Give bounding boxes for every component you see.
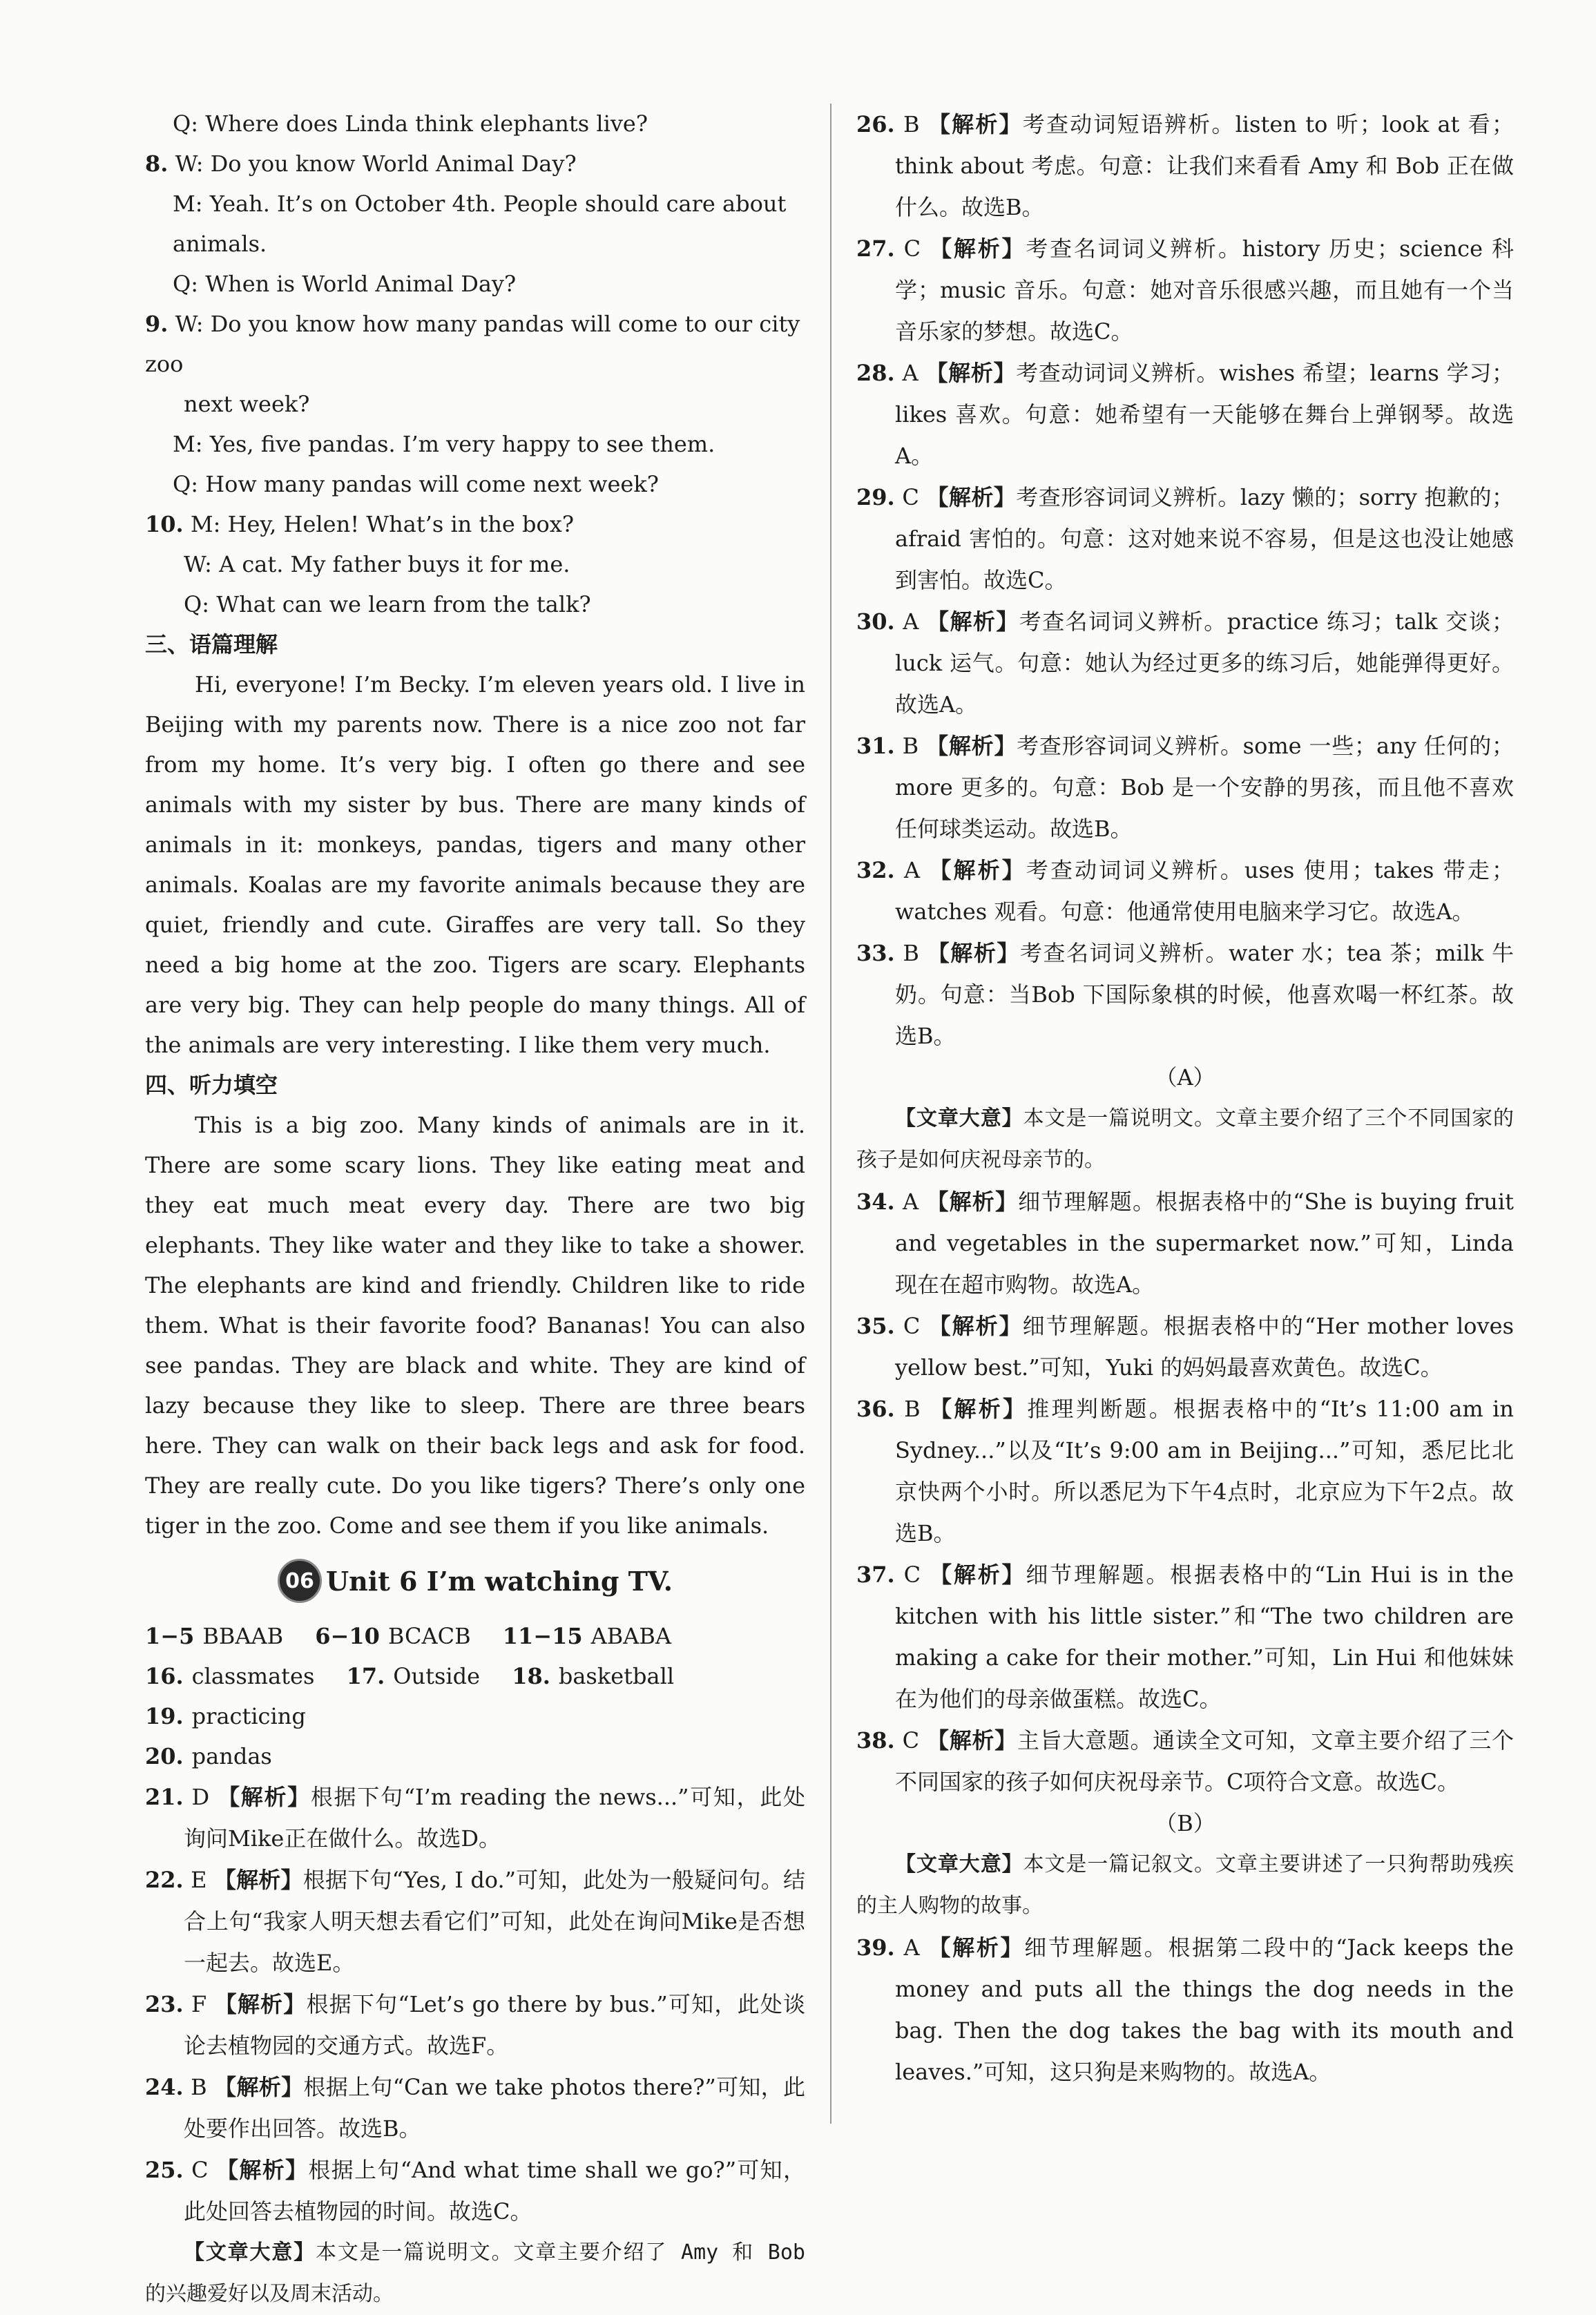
answer-item-23: 23. F 【解析】根据下句“Let’s go there by bus.”可知，此处谈论去植物园的交通方式。故选F。 (145, 1991, 805, 2059)
answer-value: BCACB (387, 1623, 471, 1649)
q9-m: M: Yes, five pandas. I’m very happy to see them. (173, 431, 715, 457)
q10-m: 10. M: Hey, Helen! What’s in the box? (145, 511, 574, 537)
answer-key: 1−5 (145, 1623, 195, 1649)
part-a-heading: （A） (1155, 1064, 1215, 1091)
answer-key: 19. (145, 1703, 184, 1729)
answer-item-33: 33. B 【解析】考查名词词义辨析。water 水；tea 茶；milk 牛奶。句意：当Bob 下国际象棋的时候，他喜欢喝一杯红茶。故选B。 (856, 940, 1515, 1049)
column-divider (830, 104, 831, 2124)
answer-item-26: 26. B 【解析】考查动词短语辨析。listen to 听；look at 看；think about 考虑。句意：让我们来看看 Amy 和 Bob 正在做什么。故选B。 (856, 111, 1514, 220)
q8-w: 8. W: Do you know World Animal Day? (145, 151, 577, 177)
answer-value: Outside (393, 1663, 481, 1689)
q10-q: Q: What can we learn from the talk? (184, 591, 591, 617)
answer-item-35: 35. C 【解析】细节理解题。根据表格中的“Her mother loves yellow best.”可知，Yuki 的妈妈最喜欢黄色。故选C。 (856, 1313, 1514, 1381)
answer-item-24: 24. B 【解析】根据上句“Can we take photos there?”可知，此处要作出回答。故选B。 (145, 2074, 805, 2142)
section-4-heading: 四、听力填空 (145, 1072, 278, 1098)
q8-m: M: Yeah. It’s on October 4th. People should care about animals. (173, 191, 794, 257)
answer-item-38: 38. C 【解析】主旨大意题。通读全文可知，文章主要介绍了三个不同国家的孩子如何庆祝母亲节。C项符合文意。故选C。 (856, 1727, 1515, 1795)
article-summary-b: 【文章大意】本文是一篇记叙文。文章主要讲述了一只狗帮助残疾的主人购物的故事。 (856, 1852, 1515, 1918)
answer-row-2 (145, 1656, 805, 1736)
answer-value: basketball (558, 1663, 675, 1689)
answer-key: 17. (346, 1663, 385, 1689)
q7-question: Q: Where does Linda think elephants live? (173, 111, 648, 137)
answer-key: 6−10 (315, 1623, 380, 1649)
answer-item-27: 27. C 【解析】考查名词词义辨析。history 历史；science 科学；music 音乐。句意：她对音乐很感兴趣，而且她有一个当音乐家的梦想。故选C。 (856, 236, 1514, 345)
section-3-passage: Hi, everyone! I’m Becky. I’m eleven years old. I live in Beijing with my parents now. There is a nice zoo not far from my home. It’s very big. I often go there and see animals with my sister by bus. There are many kinds of animals in it: monkeys, pandas, tigers and many other animals. Koalas are my favorite animals because they are quiet, friendly and cute. Giraffes are very tall. So they need a big home at the zoo. Tigers are scary. Elephants are very big. They can help people do many things. All of the animals are very interesting. I like them very much. (145, 671, 805, 1058)
answer-item-37: 37. C 【解析】细节理解题。根据表格中的“Lin Hui is in the kitchen with his little sister.”和“The two children are making a cake for their mother.”可知，Lin Hui 和他妹妹在为他们的母亲做蛋糕。故选C。 (856, 1562, 1514, 1712)
answer-item-39: 39. A 【解析】细节理解题。根据第二段中的“Jack keeps the money and puts all the things the dog needs in the bag. Then the dog takes the bag with its mouth and leaves.”可知，这只狗是来购物的。故选A。 (856, 1934, 1514, 2085)
answer-value: classmates (191, 1663, 315, 1689)
section-3-heading: 三、语篇理解 (145, 631, 278, 657)
answer-item-22: 22. E 【解析】根据下句“Yes, I do.”可知，此处为一般疑问句。结合上句“我家人明天想去看它们”可知，此处在询问Mike是否想一起去。故选E。 (145, 1867, 805, 1976)
answer-value: pandas (191, 1743, 272, 1769)
answer-value: ABABA (590, 1623, 671, 1649)
unit-title: Unit 6 I’m watching TV. (326, 1565, 673, 1597)
unit-heading (145, 1550, 805, 1612)
answer-item-25: 25. C 【解析】根据上句“And what time shall we go?”可知，此处回答去植物园的时间。故选C。 (145, 2157, 805, 2225)
answer-item-30: 30. A 【解析】考查名词词义辨析。practice 练习；talk 交谈；luck 运气。句意：她认为经过更多的练习后，她能弹得更好。故选A。 (856, 608, 1515, 718)
q9-q: Q: How many pandas will come next week? (173, 471, 659, 497)
answer-item-28: 28. A 【解析】考查动词词义辨析。wishes 希望；learns 学习；likes 喜欢。句意：她希望有一天能够在舞台上弹钢琴。故选A。 (856, 360, 1514, 469)
unit-badge: 06 (278, 1559, 322, 1603)
answer-item-31: 31. B 【解析】考查形容词词义辨析。some 一些；any 任何的；more 更多的。句意：Bob 是一个安静的男孩，而且他不喜欢任何球类运动。故选B。 (856, 733, 1515, 842)
q8-q: Q: When is World Animal Day? (173, 271, 517, 297)
section-4-passage: This is a big zoo. Many kinds of animals are in it. There are some scary lions. They like eating meat and they eat much meat every day. There are two big elephants. They like water and they like to take a shower. The elephants are kind and friendly. Children like to ride them. What is their favorite food? Bananas! You can also see pandas. They are black and white. They are kind of lazy because they like to sleep. There are three bears here. They can walk on their back legs and ask for food. They are really cute. Do you like tigers? There’s only one tiger in the zoo. Come and see them if you like animals. (145, 1112, 805, 1539)
answer-key: 20. (145, 1743, 184, 1769)
answer-item-34: 34. A 【解析】细节理解题。根据表格中的“She is buying fruit and vegetables in the supermarket now.”可知，Linda 现在在超市购物。故选A。 (856, 1189, 1514, 1298)
answer-value: BBAAB (202, 1623, 284, 1649)
q10-w: W: A cat. My father buys it for me. (184, 551, 570, 577)
article-summary-a: 【文章大意】本文是一篇说明文。文章主要介绍了三个不同国家的孩子是如何庆祝母亲节的。 (856, 1106, 1515, 1172)
part-b-heading: （B） (1155, 1810, 1215, 1836)
answer-value: practicing (191, 1703, 306, 1729)
answer-row-1 (145, 1616, 805, 1656)
answer-item-32: 32. A 【解析】考查动词词义辨析。uses 使用；takes 带走；watches 观看。句意：他通常使用电脑来学习它。故选A。 (856, 857, 1514, 925)
answer-item-29: 29. C 【解析】考查形容词词义辨析。lazy 懒的；sorry 抱歉的；afraid 害怕的。句意：这对她来说不容易，但是这也没让她感到害怕。故选C。 (856, 484, 1515, 593)
q9-w: 9. W: Do you know how many pandas will come to our city zoo (145, 311, 807, 377)
answer-item-21: 21. D 【解析】根据下句“I’m reading the news...”可知，此处询问Mike正在做什么。故选D。 (145, 1784, 805, 1852)
answer-key: 16. (145, 1663, 184, 1689)
right-column (856, 104, 1514, 2093)
left-column (145, 104, 805, 2315)
answer-item-36: 36. B 【解析】推理判断题。根据表格中的“It’s 11:00 am in Sydney...”以及“It’s 9:00 am in Beijing...”可知，悉尼比北京快两个小时。所以悉尼为下午4点时，北京应为下午2点。故选B。 (856, 1396, 1514, 1546)
article-summary: 【文章大意】本文是一篇说明文。文章主要介绍了 Amy 和 Bob 的兴趣爱好以及周末活动。 (145, 2240, 805, 2306)
answer-key: 11−15 (502, 1623, 583, 1649)
answer-key: 18. (512, 1663, 550, 1689)
q9-w-cont: next week? (184, 391, 310, 417)
answer-row-3 (145, 1736, 805, 1776)
